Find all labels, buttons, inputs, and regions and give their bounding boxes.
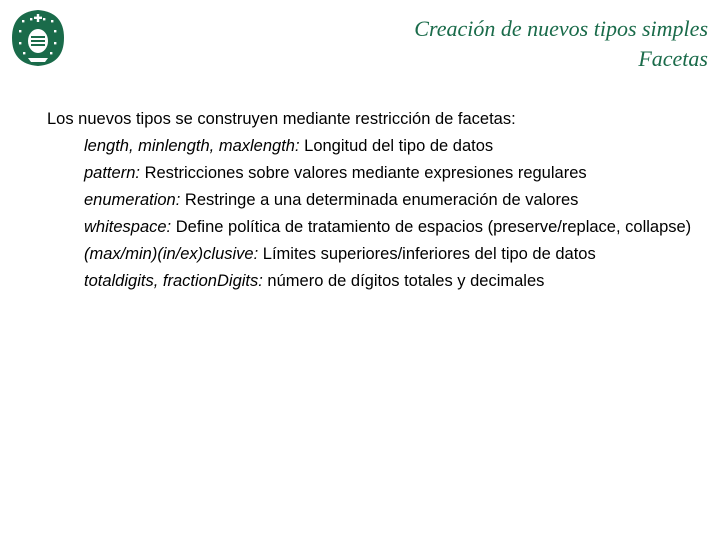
facet-term: enumeration: [84,191,181,209]
facet-list [47,133,697,295]
intro-text: Los nuevos tipos se construyen mediante restricción de facetas: [47,110,516,128]
facet-term: length, minlength, maxlength: [84,137,300,155]
list-item [84,214,697,241]
facet-term: whitespace: [84,218,172,236]
facet-description: Límites superiores/inferiores del tipo de datos [262,245,596,263]
slide-title-line1: Creación de nuevos tipos simples [414,16,708,41]
slide-title-line2: Facetas [638,46,708,71]
facet-term: totaldigits, fractionDigits: [84,272,263,290]
list-item [84,241,697,268]
list-item [84,133,697,160]
facet-description: Restricciones sobre valores mediante expresiones regulares [144,164,587,182]
list-item [84,160,697,187]
facet-description: Longitud del tipo de datos [304,137,494,155]
facet-term: (max/min)(in/ex)clusive: [84,245,259,263]
facet-description: número de dígitos totales y decimales [267,272,545,290]
list-item [84,268,697,295]
facet-description: Define política de tratamiento de espacios (preserve/replace, collapse) [175,218,692,236]
slide-title [414,14,708,74]
facet-description: Restringe a una determinada enumeración de valores [184,191,579,209]
slide-body [47,106,697,295]
university-seal-icon [8,8,68,68]
facet-term: pattern: [84,164,140,182]
list-item [84,187,697,214]
